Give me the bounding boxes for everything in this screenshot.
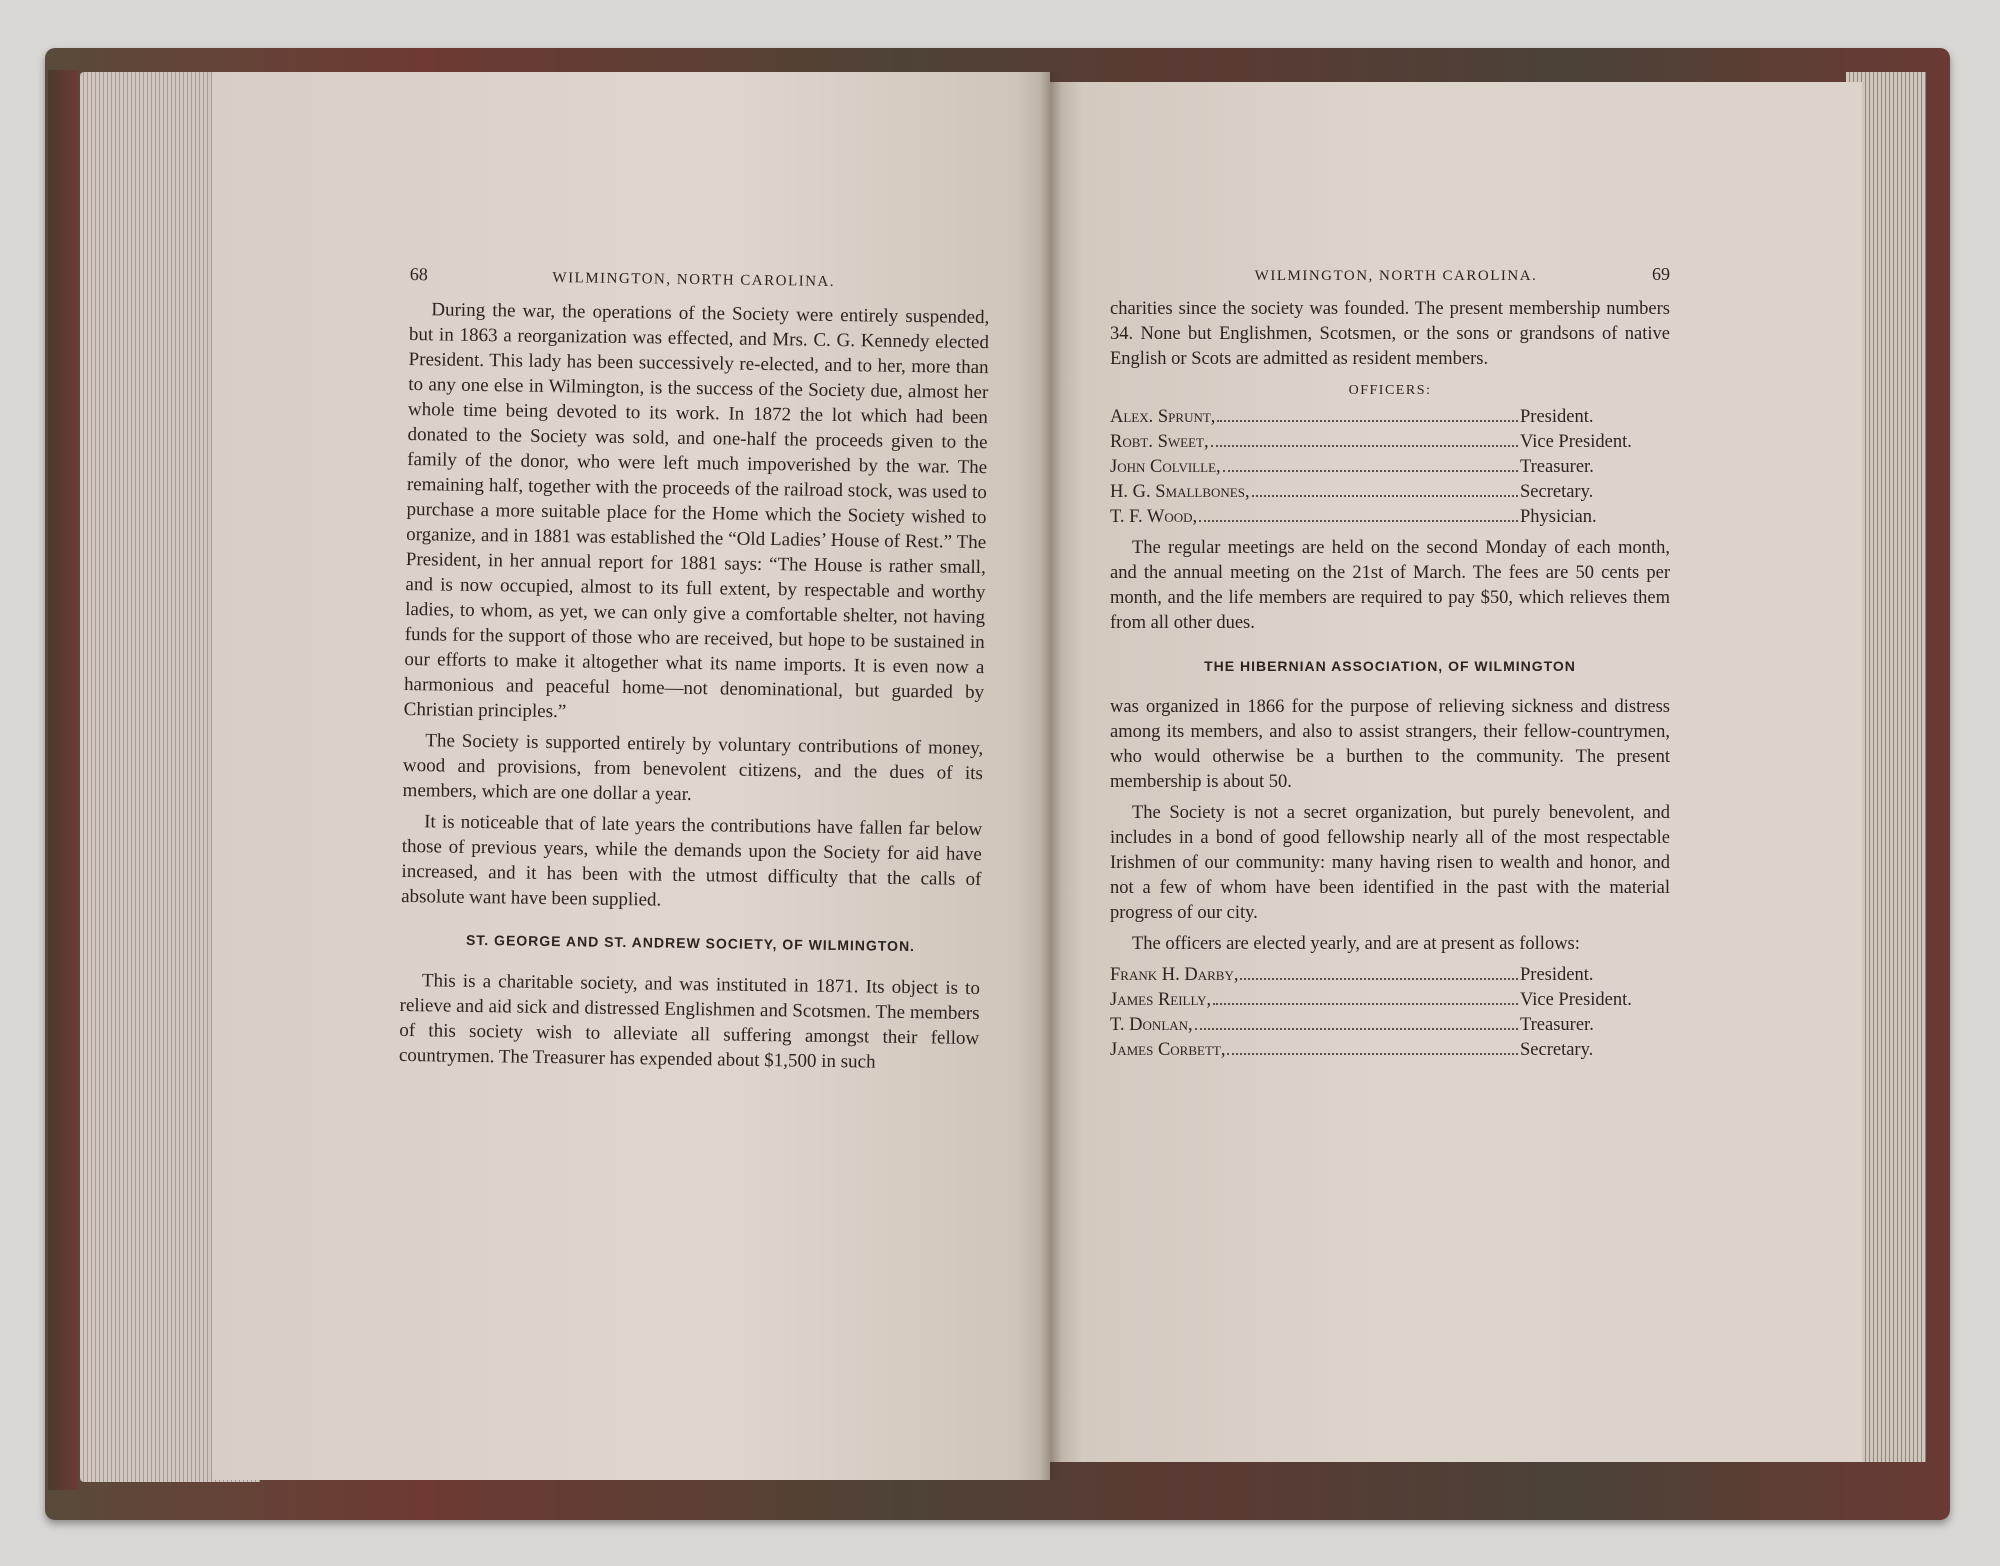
hibernian-officers-list xyxy=(1110,963,1670,1063)
leader-dots xyxy=(1252,481,1518,497)
officer-row xyxy=(1110,455,1670,480)
officer-role: Secretary. xyxy=(1520,1040,1594,1060)
left-running-title: WILMINGTON, NORTH CAROLINA. xyxy=(552,269,836,290)
right-running-head xyxy=(1110,262,1670,289)
officer-role: Vice President. xyxy=(1520,990,1632,1010)
officer-name: H. G. Smallbones, xyxy=(1110,482,1250,502)
leader-dots xyxy=(1217,406,1518,422)
hibernian-paragraph-3: The officers are elected yearly, and are at present as follows: xyxy=(1132,934,1580,954)
officer-name: Robt. Sweet, xyxy=(1110,432,1209,452)
officer-row xyxy=(1110,430,1670,455)
officers-list xyxy=(1110,405,1670,530)
leader-dots xyxy=(1195,1014,1518,1030)
right-running-title: WILMINGTON, NORTH CAROLINA. xyxy=(1254,268,1538,284)
hibernian-paragraph-1: was organized in 1866 for the purpose of relieving sickness and distress among its members, and also to assist strangers, their fellow-countrymen, who would otherwise be a burthen to the community. The present membership is about 50. xyxy=(1110,697,1670,792)
officer-name: T. F. Wood, xyxy=(1110,507,1198,527)
left-page-number: 68 xyxy=(409,263,428,285)
leader-dots xyxy=(1199,506,1518,522)
officer-role: Secretary. xyxy=(1520,482,1594,502)
officer-role: President. xyxy=(1520,965,1594,985)
officer-name: John Colville, xyxy=(1110,457,1221,477)
officer-role: Treasurer. xyxy=(1520,1015,1594,1035)
left-paragraph-2: The Society is supported entirely by voluntary contributions of money, wood and provisions, from benevolent citizens, and the dues of its members, which are one dollar a year. xyxy=(402,730,984,805)
officer-role: President. xyxy=(1520,407,1594,427)
officer-row xyxy=(1110,1038,1670,1063)
left-paragraph-3: It is noticeable that of late years the contributions have fallen far below those of previous years, while the demands upon the Society for aid have increased, and it has been with the utmost difficulty that the calls of absolute want have been supplied. xyxy=(400,811,983,911)
leader-dots xyxy=(1211,431,1518,447)
officer-row xyxy=(1110,1013,1670,1038)
officer-row xyxy=(1110,405,1670,430)
hibernian-heading: THE HIBERNIAN ASSOCIATION, OF WILMINGTON xyxy=(1204,658,1576,674)
officer-row xyxy=(1110,480,1670,505)
leader-dots xyxy=(1240,964,1518,980)
right-page-text xyxy=(1110,262,1670,1063)
officer-row xyxy=(1110,963,1670,988)
cover-spine-edge xyxy=(48,70,78,1490)
officer-role: Physician. xyxy=(1520,507,1597,527)
officer-name: Alex. Sprunt, xyxy=(1110,407,1216,427)
officer-role: Treasurer. xyxy=(1520,457,1594,477)
officer-name: T. Donlan, xyxy=(1110,1015,1193,1035)
leader-dots xyxy=(1223,456,1518,472)
officer-name: James Reilly, xyxy=(1110,990,1212,1010)
left-page-text xyxy=(399,262,990,1082)
leader-dots xyxy=(1227,1039,1518,1055)
officer-row xyxy=(1110,988,1670,1013)
leader-dots xyxy=(1213,989,1518,1005)
meetings-paragraph: The regular meetings are held on the second Monday of each month, and the annual meeting on the 21st of March. The fees are 50 cents per month, and the life members are required to pay $50, which relieves them from all other dues. xyxy=(1110,538,1670,633)
officers-heading: OFFICERS: xyxy=(1348,383,1432,398)
book-gutter xyxy=(1040,72,1062,1480)
st-george-heading: ST. GEORGE AND ST. ANDREW SOCIETY, OF WILMINGTON. xyxy=(465,931,916,955)
officer-role: Vice President. xyxy=(1520,432,1632,452)
st-george-paragraph: This is a charitable society, and was instituted in 1871. Its object is to relieve and aid sick and distressed Englishmen and Scotsmen. The members of this society wish to alleviate all suffering amongst their fellow countrymen. The Treasurer has expended about $1,500 in such xyxy=(398,970,981,1073)
officer-name: James Corbett, xyxy=(1110,1040,1226,1060)
right-page-number: 69 xyxy=(1651,264,1670,284)
officer-name: Frank H. Darby, xyxy=(1110,965,1239,985)
left-paragraph-1: During the war, the operations of the Society were entirely suspended, but in 1863 a reorganization was effected, and Mrs. C. G. Kennedy elected President. This lady has been successively re-elected, and to her, more than to any one else in Wilmington, is the success of the Society due, almost her whole time being devoted to its work. In 1872 the lot which had been donated to the Society was sold, and one-half the proceeds given to the family of the donor, who were left much impoverished by the war. The remaining half, together with the proceeds of the railroad stock, was used to purchase a more suitable place for the Home which the Society wished to organize, and in 1881 was established the “Old Ladies’ House of Rest.” The President, in her annual report for 1881 says: “The House is rather small, and is now occupied, almost to its full extent, by respectable and worthy ladies, to whom, as yet, we can only give a comfortable shelter, not having funds for the support of those who are received, but hope to be sustained in our efforts to make it altogether what its name imports. It is even now a harmonious and peaceful home—not denominational, but guarded by Christian principles.” xyxy=(403,299,990,723)
right-opening-paragraph: charities since the society was founded. The present membership numbers 34. None but Englishmen, Scotsmen, or the sons or grandsons of native English or Scots are admitted as resident members. xyxy=(1110,299,1670,369)
officer-row xyxy=(1110,505,1670,530)
hibernian-paragraph-2: The Society is not a secret organization, but purely benevolent, and includes in a bond of good fellowship nearly all of the most respectable Irishmen of our community: many having risen to wealth and honor, and not a few of whom have been identified in the past with the material progress of our city. xyxy=(1110,803,1670,923)
